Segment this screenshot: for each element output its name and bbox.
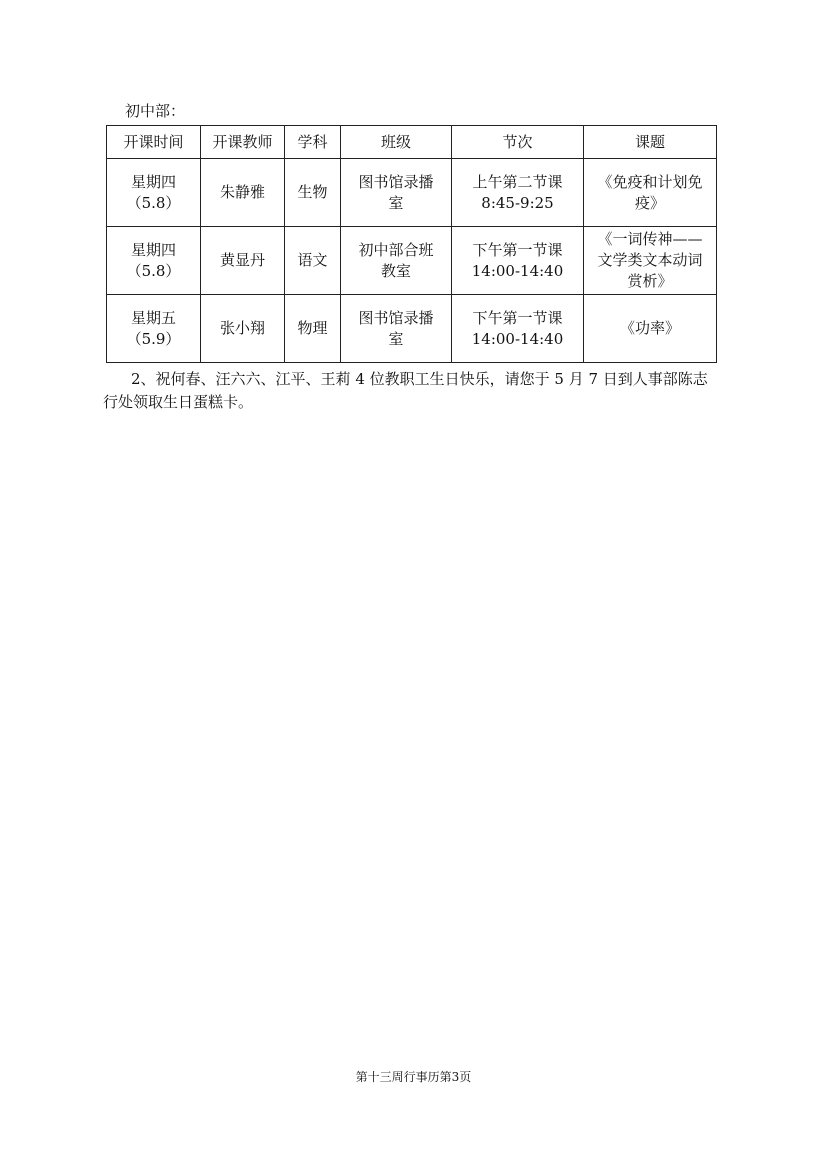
cell-line: 黄显丹: [219, 251, 265, 269]
cell-line: 图书馆录播: [358, 172, 434, 191]
period-cell: [452, 227, 584, 295]
cell-line: 《一词传神——: [597, 230, 703, 248]
subject-cell: [285, 227, 341, 295]
cell-line: 生物: [297, 183, 328, 201]
cell-line: 8:45-9:25: [481, 193, 554, 212]
header-teacher: 开课教师: [201, 126, 285, 159]
teacher-cell: [201, 159, 285, 227]
teacher-cell: [201, 227, 285, 295]
cell-line: 语文: [297, 251, 328, 269]
topic-cell: [584, 227, 717, 295]
header-period: 节次: [452, 126, 584, 159]
topic-cell: [584, 295, 717, 363]
subject-cell: [285, 295, 341, 363]
period-cell: [452, 295, 584, 363]
class-cell: [341, 159, 452, 227]
schedule-table: [106, 125, 717, 363]
page-footer: 第十三周行事历第3页: [355, 1070, 472, 1084]
cell-line: 张小翔: [219, 319, 265, 337]
class-cell: [341, 295, 452, 363]
cell-line: 下午第一节课: [472, 240, 563, 259]
cell-line: 《免疫和计划免: [597, 172, 703, 191]
cell-line: 星期四: [130, 240, 176, 259]
birthday-notice: 2、祝何春、汪六六、江平、王莉 4 位教职工生日快乐，请您于 5 月 7 日到人事部陈志行处领取生日蛋糕卡。: [103, 370, 708, 411]
time-cell: [107, 159, 201, 227]
class-cell: [341, 227, 452, 295]
cell-line: 初中部合班: [358, 240, 434, 259]
cell-line: 下午第一节课: [472, 308, 563, 327]
subject-cell: [285, 159, 341, 227]
cell-line: 教室: [380, 261, 411, 280]
header-class: 班级: [341, 126, 452, 159]
cell-line: 14:00-14:40: [471, 329, 564, 348]
table-row: [107, 159, 717, 227]
topic-cell: [584, 159, 717, 227]
cell-line: 室: [388, 193, 404, 212]
cell-line: 文学类文本动词: [597, 251, 703, 269]
cell-line: 朱静雅: [219, 183, 265, 201]
table-header-row: [107, 126, 717, 159]
cell-line: 14:00-14:40: [471, 261, 564, 280]
table-row: [107, 227, 717, 295]
cell-line: （5.8）: [126, 193, 181, 212]
section-label: 初中部：: [125, 102, 186, 120]
time-cell: [107, 295, 201, 363]
cell-line: 赏析》: [627, 272, 673, 290]
teacher-cell: [201, 295, 285, 363]
header-time: 开课时间: [107, 126, 201, 159]
cell-line: 上午第二节课: [472, 172, 563, 191]
cell-line: （5.8）: [126, 261, 181, 280]
cell-line: 星期四: [130, 172, 176, 191]
cell-line: 图书馆录播: [358, 308, 434, 327]
time-cell: [107, 227, 201, 295]
header-topic: 课题: [584, 126, 717, 159]
cell-line: 星期五: [130, 308, 176, 327]
cell-line: 疫》: [634, 193, 665, 212]
table-row: [107, 295, 717, 363]
cell-line: （5.9）: [126, 329, 181, 348]
period-cell: [452, 159, 584, 227]
cell-line: 室: [388, 329, 404, 348]
header-subject: 学科: [285, 126, 341, 159]
cell-line: 物理: [297, 319, 328, 337]
cell-line: 《功率》: [619, 319, 680, 337]
